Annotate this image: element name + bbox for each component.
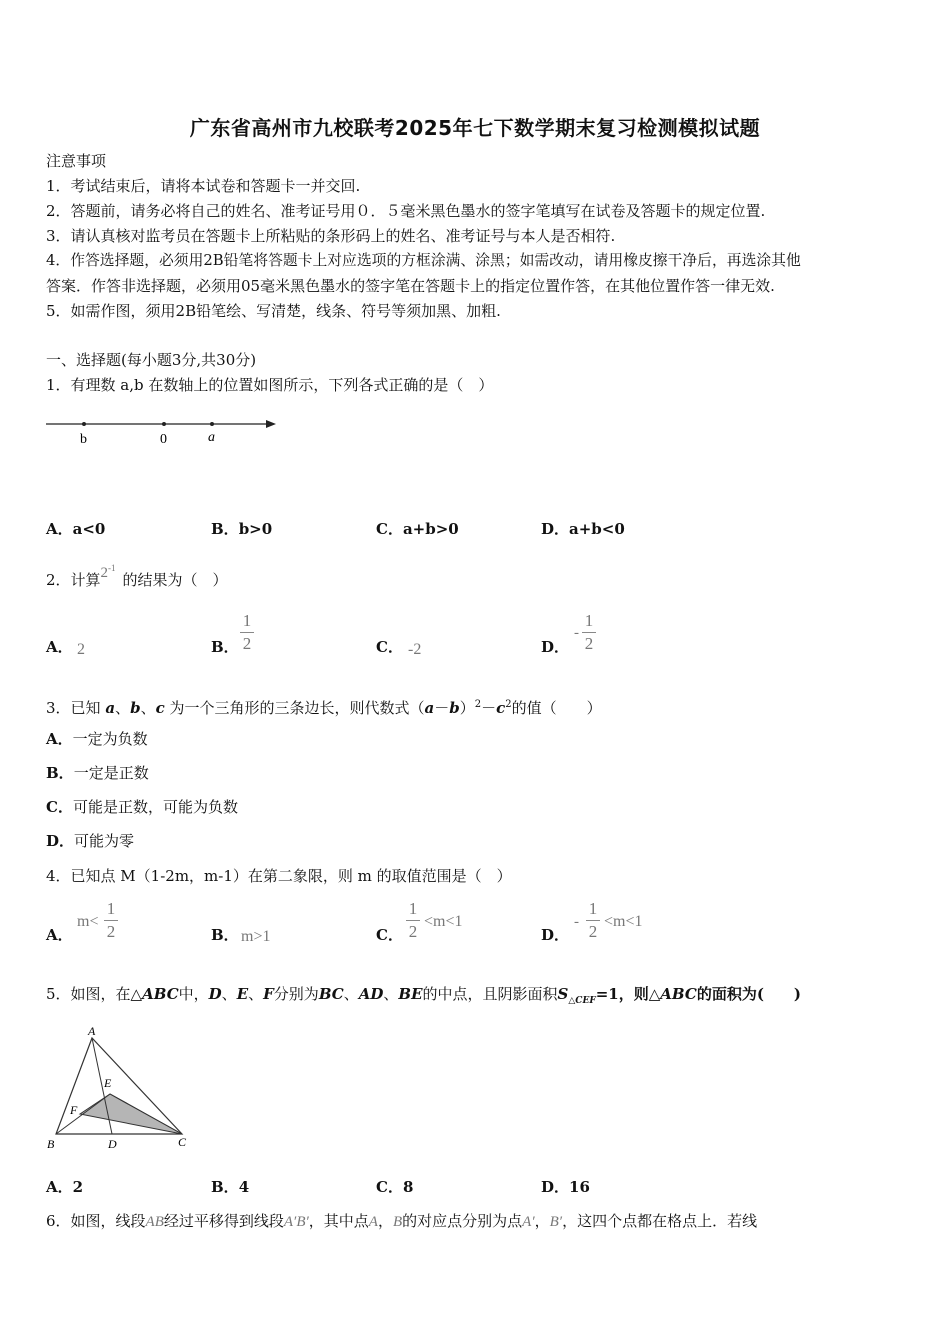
vertex-label-c: C: [178, 1135, 187, 1149]
question-5-stem: 5．如图，在△ABC中，D、E、F分别为BC、AD、BE的中点，且阴影面积$S_{\triangle CEF}=1$，则△ABC的面积为( ): [46, 985, 802, 1006]
q4-option-d-sign: -: [574, 914, 579, 930]
q3-option-c: C．可能是正数，可能为负数: [46, 798, 238, 816]
q4-option-a-fraction: 1 2: [104, 900, 118, 941]
q4-option-d-letter: D．: [541, 926, 570, 944]
q2-option-d-fraction: 1 2: [582, 612, 596, 653]
q1-option-d: D．a+b<0: [541, 520, 625, 538]
vertex-label-d: D: [108, 1137, 117, 1151]
q1-option-b: B．b>0: [211, 520, 273, 538]
q2-option-d-sign: -: [574, 625, 579, 641]
q1-option-c: C．a+b>0: [376, 520, 459, 538]
question-1-stem: 1．有理数 a,b 在数轴上的位置如图所示，下列各式正确的是（ ）: [46, 376, 494, 394]
question-6-stem: 6．如图，线段AB经过平移得到线段A′B′，其中点A，B的对应点分别为点A′，B′，这四个点都在格点上．若线: [46, 1212, 758, 1230]
notice-item: 4．作答选择题，必须用2B铅笔将答题卡上对应选项的方框涂满、涂黑；如需改动，请用橡皮擦干净后，再选涂其他: [46, 252, 801, 269]
q4-option-c-letter: C．: [376, 926, 403, 944]
vertex-label-e: E: [104, 1076, 112, 1090]
q2-option-c-value: -2: [408, 641, 422, 658]
q4-option-a-letter: A．: [46, 926, 73, 944]
question-2-stem: 2．计算$2^{-1}$的结果为（ ）: [46, 566, 228, 591]
number-line-figure: [40, 410, 290, 450]
q5-option-a: A．2: [46, 1178, 84, 1196]
q5-option-b: B．4: [211, 1178, 250, 1196]
triangle-figure: [44, 1022, 194, 1154]
q2-option-a-value: 2: [77, 641, 85, 658]
notice-item: 5．如需作图，须用2B铅笔绘、写清楚，线条、符号等须加黑、加粗.: [46, 302, 501, 320]
axis-label-b: b: [80, 432, 87, 447]
vertex-label-a: A: [88, 1024, 96, 1038]
q4-option-d-suffix: <m<1: [604, 913, 643, 930]
axis-label-zero: 0: [160, 432, 167, 447]
question-3-stem: 3．已知 a、b、c 为一个三角形的三条边长，则代数式$(a-b)^2-c^2$的值（ ）: [46, 699, 602, 717]
point-a: [210, 422, 214, 426]
point-zero: [162, 422, 166, 426]
arrow-icon: [266, 420, 276, 428]
q4-option-d-fraction: 1 2: [586, 900, 600, 941]
vertex-label-f: F: [70, 1103, 78, 1117]
notice-item: 3．请认真核对监考员在答题卡上所粘贴的条形码上的姓名、准考证号与本人是否相符.: [46, 227, 616, 245]
q2-option-d-letter: D．: [541, 638, 570, 656]
q5-option-d: D．16: [541, 1178, 590, 1196]
section-heading: 一、选择题(每小题3分,共30分): [46, 351, 257, 369]
notice-item: 2．答题前，请务必将自己的姓名、准考证号用０．５毫米黑色墨水的签字笔填写在试卷及答题卡的规定位置.: [46, 202, 766, 220]
q1-option-a: A．a<0: [46, 520, 106, 538]
axis-label-a: a: [208, 430, 215, 445]
q2-option-a-letter: A．: [46, 638, 73, 656]
vertex-label-b: B: [47, 1137, 55, 1151]
notice-heading: 注意事项: [46, 152, 107, 170]
q3-option-a: A．一定为负数: [46, 730, 148, 748]
notice-item: 答案．作答非选择题，必须用05毫米黑色墨水的签字笔在答题卡上的指定位置作答，在其他位置作答一律无效.: [46, 277, 775, 295]
q2-option-c-letter: C．: [376, 638, 403, 656]
q5-option-c: C．8: [376, 1178, 414, 1196]
notice-item: 1．考试结束后，请将本试卷和答题卡一并交回.: [46, 177, 361, 195]
q2-option-b-fraction: 1 2: [240, 612, 254, 653]
point-b: [82, 422, 86, 426]
q4-option-b-value: m>1: [241, 928, 271, 945]
shaded-triangle-cef: [80, 1094, 182, 1134]
q4-option-c-fraction: 1 2: [406, 900, 420, 941]
page-title: 广东省高州市九校联考2025年七下数学期末复习检测模拟试题: [189, 116, 761, 140]
question-4-stem: 4．已知点 M（1-2m，m-1）在第二象限，则 m 的取值范围是（ ）: [46, 867, 512, 885]
q3-option-d: D．可能为零: [46, 832, 135, 850]
q2-option-b-letter: B．: [211, 638, 239, 656]
q4-option-c-suffix: <m<1: [424, 913, 463, 930]
power-expression: $2^{-1}$: [100, 563, 116, 581]
q4-option-b-letter: B．: [211, 926, 239, 944]
q3-option-b: B．一定是正数: [46, 764, 149, 782]
q4-option-a-prefix: m<: [77, 913, 99, 930]
